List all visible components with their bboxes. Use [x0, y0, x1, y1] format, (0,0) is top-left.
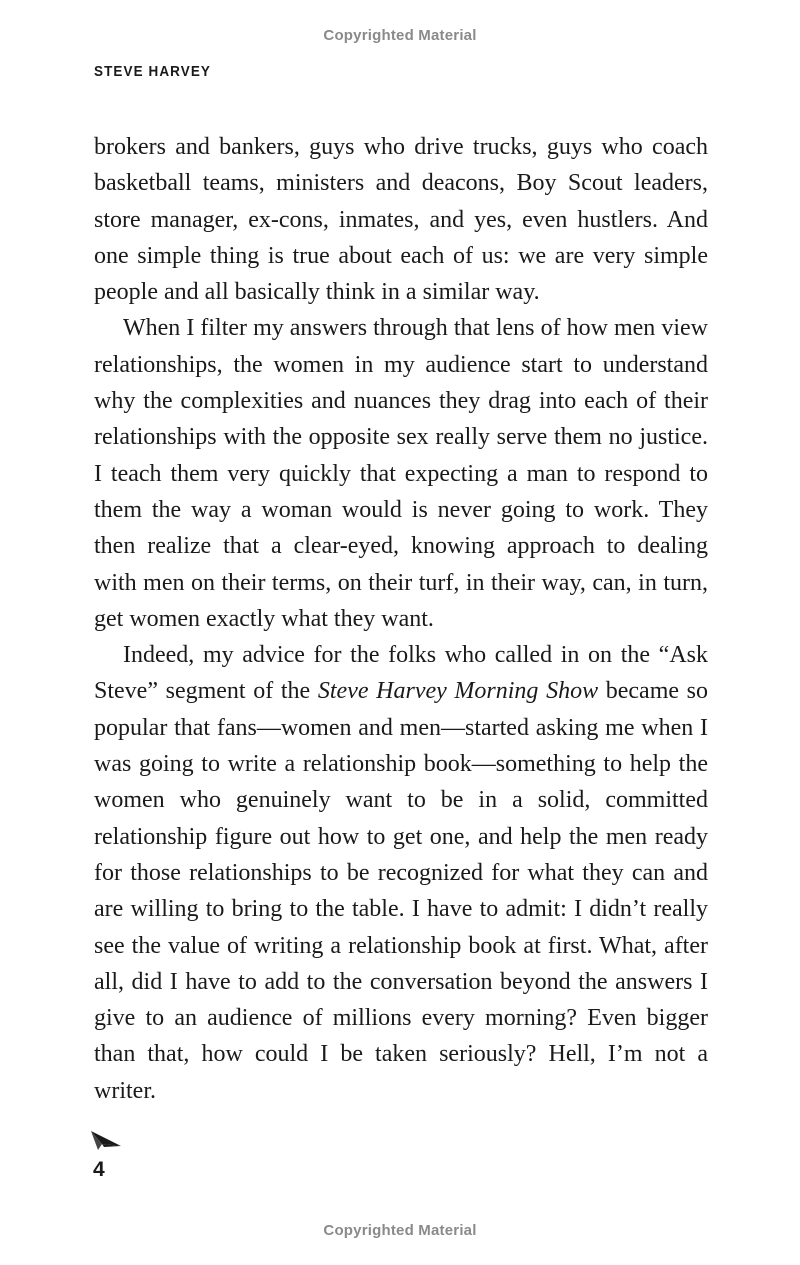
- paragraph: [94, 637, 708, 1109]
- running-head: STEVE HARVEY: [94, 63, 211, 80]
- paper-plane-ornament-icon: [90, 1128, 122, 1152]
- show-title-italic: Steve Harvey Morning Show: [317, 678, 599, 705]
- copyright-watermark-bottom: Copyrighted Material: [323, 1222, 477, 1239]
- paragraph-continued: brokers and bankers, guys who drive trucks, guys who coach basketball teams, ministers and deacons, Boy Scout leaders, store manager, ex-cons, inmates, and yes, even hustlers. And one simple thing is true about each of us: we are very simple people and all basically think in a similar way.: [94, 134, 708, 306]
- paragraph-text: became so popular that fans—women and men—started asking me when I was going to write a relationship book—something to help the women who genuinely want to be in a solid, committed relationship figure out how to get one, and help the men ready for those relationships to be recognized for what they can and are willing to bring to the table. I have to admit: I didn’t really see the value of writing a relationship book at first. What, after all, did I have to add to the conversation beyond the answers I give to an audience of millions every morning? Even bigger than that, how could I be taken seriously? Hell, I’m not a writer.: [94, 678, 709, 1104]
- body-text: [94, 129, 708, 1109]
- paragraph: When I filter my answers through that lens of how men view relationships, the women in my audience start to understand why the complexities and nuances they drag into each of their relationships with the opposite sex really serve them no justice. I teach them very quickly that expecting a man to respond to them the way a woman would is never going to work. They then realize that a clear-eyed, knowing approach to dealing with men on their terms, on their turf, in their way, can, in turn, get women exactly what they want.: [94, 315, 708, 632]
- copyright-watermark-top: Copyrighted Material: [323, 27, 477, 44]
- paragraph-text: Indeed, my advice for the folks who called in on the “Ask Steve” segment of the: [94, 642, 708, 705]
- page-number: 4: [93, 1158, 105, 1181]
